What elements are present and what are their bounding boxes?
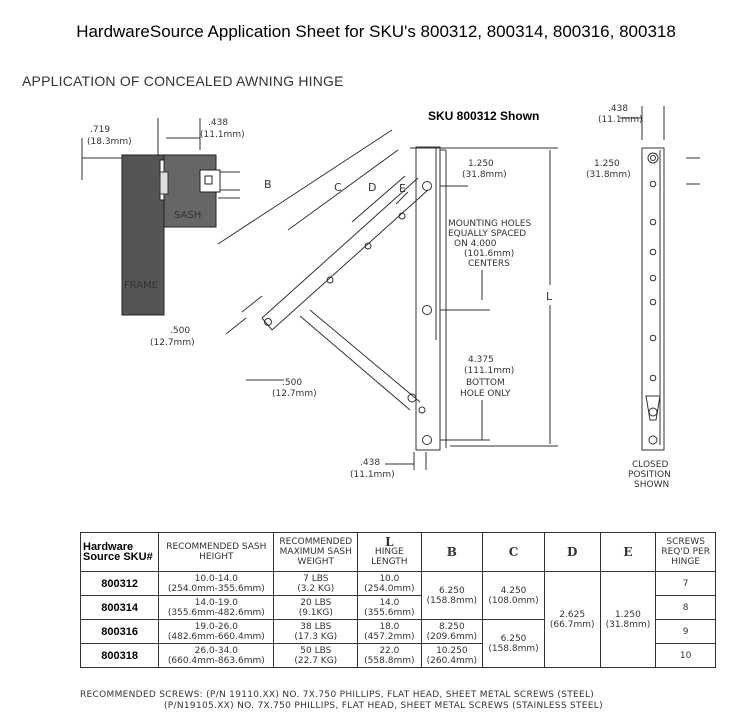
weight-kg-value: (9.1KG) [298,607,333,618]
sku-cell: 800318 [81,644,159,668]
header-hinge-length [358,533,421,572]
length-value: 10.0 [379,573,400,584]
length-mm-value: (558.8mm) [364,655,415,666]
weight-value: 50 LBS [300,645,332,656]
sash-label: SASH [174,210,202,221]
dim-500a-mm: (12.7mm) [150,338,195,348]
d-cell [544,572,600,668]
dim-4375-mm: (111.1mm) [464,366,515,376]
height-mm-value: (482.6mm-660.4mm) [167,631,265,642]
label-d: D [368,181,377,194]
closed-text-3: SHOWN [634,480,670,490]
dim-500b-mm: (12.7mm) [272,389,317,399]
sash-height-cell [159,596,274,620]
weight-value: 7 LBS [303,573,329,584]
c-group1-cell [483,572,545,620]
label-e: E [399,182,406,195]
label-c: C [334,181,342,194]
bottom-text-2: HOLE ONLY [460,389,511,399]
sash-height-cell [159,572,274,596]
header-l: L [385,535,394,549]
sku-cell: 800312 [81,572,159,596]
right-dim-438: .438 [608,104,629,114]
screws-cell: 10 [656,644,716,668]
header-e: E [600,533,656,572]
length-value: 14.0 [379,597,400,608]
b-value: 8.250 [438,621,465,632]
header-hinge-length-text: HINGE LENGTH [371,547,408,567]
height-value: 10.0-14.0 [194,573,238,584]
b-mm-value: (260.4mm) [426,655,477,666]
e-cell [600,572,656,668]
c-mm-value: (158.8mm) [488,643,539,654]
header-c: C [483,533,545,572]
header-max-weight: RECOMMENDED MAXIMUM SASH WEIGHT [274,533,358,572]
height-value: 19.0-26.0 [194,621,238,632]
label-b: B [264,178,272,191]
table-row [81,572,716,596]
screws-cell: 8 [656,596,716,620]
screws-line-2: (P/N19105.XX) NO. 7X.750 PHILLIPS, FLAT HEAD, SHEET METAL SCREWS (STAINLESS STEEL) [164,701,603,711]
label-l: L [546,290,553,303]
weight-kg-value: (3.2 KG) [297,583,335,594]
screws-line-1: RECOMMENDED SCREWS: (P/N 19110.XX) NO. 7X.750 PHILLIPS, FLAT HEAD, SHEET METAL SCREWS (STEEL) [80,690,595,700]
dim-719-mm: (18.3mm) [87,137,132,147]
weight-cell [274,596,358,620]
c-mm-value: (108.0mm) [488,595,539,606]
length-mm-value: (355.6mm) [364,607,415,618]
length-cell [358,644,421,668]
length-cell [358,596,421,620]
height-mm-value: (355.6mm-482.6mm) [167,607,265,618]
length-value: 18.0 [379,621,400,632]
frame-label: FRAME [124,280,159,291]
b-mm-value: (158.8mm) [426,595,477,606]
dim-438-top-mm: (11.1mm) [200,130,245,140]
sash-height-cell [159,620,274,644]
mounting-text-4: (101.6mm) [464,249,515,259]
table-header-row [81,533,716,572]
closed-text-2: POSITION [628,470,671,480]
recommended-screws-note [80,690,603,712]
header-b: B [421,533,483,572]
dim-438-bottom-mm: (11.1mm) [350,470,395,480]
header-sku: Hardware Source SKU# [81,533,159,572]
e-value: 1.250 [615,609,641,620]
height-mm-value: (254.0mm-355.6mm) [167,583,265,594]
mounting-text-1: MOUNTING HOLES [448,219,532,229]
b-row4-cell [421,644,483,668]
dim-1250: 1.250 [468,159,494,169]
right-dim-438-mm: (11.1mm) [598,115,643,125]
length-mm-value: (254.0mm) [364,583,415,594]
weight-value: 20 LBS [300,597,332,608]
page-title: HardwareSource Application Sheet for SKU's 800312, 800314, 800316, 800318 [76,22,676,41]
height-value: 26.0-34.0 [194,645,238,656]
screws-cell: 9 [656,620,716,644]
sku-cell: 800314 [81,596,159,620]
dim-719: .719 [90,125,111,135]
weight-kg-value: (17.3 KG) [294,631,338,642]
mounting-text-5: CENTERS [468,259,510,269]
length-cell [358,620,421,644]
dim-438-top: .438 [208,118,229,128]
dim-500b: .500 [282,378,303,388]
height-mm-value: (660.4mm-863.6mm) [167,655,265,666]
dim-1250-mm: (31.8mm) [462,170,507,180]
e-mm-value: (31.8mm) [605,619,651,630]
weight-value: 38 LBS [300,621,332,632]
b-value: 10.250 [436,645,468,656]
header-screws: SCREWS REQ'D PER HINGE [656,533,716,572]
spec-table [80,532,716,668]
sash-height-cell [159,644,274,668]
height-value: 14.0-19.0 [194,597,238,608]
b-group1-cell [421,572,483,620]
length-cell [358,572,421,596]
right-dim-1250-mm: (31.8mm) [586,170,631,180]
weight-cell [274,644,358,668]
weight-cell [274,572,358,596]
section-subtitle: APPLICATION OF CONCEALED AWNING HINGE [22,73,344,89]
header-d: D [544,533,600,572]
sku-cell: 800316 [81,620,159,644]
closed-text-1: CLOSED [632,460,669,470]
screws-cell: 7 [656,572,716,596]
header-sash-height: RECOMMENDED SASH HEIGHT [159,533,274,572]
bottom-text-1: BOTTOM [466,378,505,388]
right-dim-1250: 1.250 [594,159,620,169]
c-group2-cell [483,620,545,668]
length-mm-value: (457.2mm) [364,631,415,642]
mounting-text-3: ON 4.000 [454,239,497,249]
dim-4375: 4.375 [468,355,494,365]
weight-cell [274,620,358,644]
c-value: 4.250 [500,585,527,596]
d-mm-value: (66.7mm) [549,619,595,630]
dim-500a: .500 [170,326,191,336]
frame-section [122,155,164,315]
b-value: 6.250 [438,585,465,596]
b-row3-cell [421,620,483,644]
weight-kg-value: (22.7 KG) [294,655,338,666]
c-value: 6.250 [500,633,527,644]
d-value: 2.625 [559,609,586,620]
dim-438-bottom: .438 [360,458,381,468]
mounting-text-2: EQUALLY SPACED [448,229,527,239]
sku-shown-label: SKU 800312 Shown [428,109,540,123]
b-mm-value: (209.6mm) [426,631,477,642]
length-value: 22.0 [379,645,400,656]
